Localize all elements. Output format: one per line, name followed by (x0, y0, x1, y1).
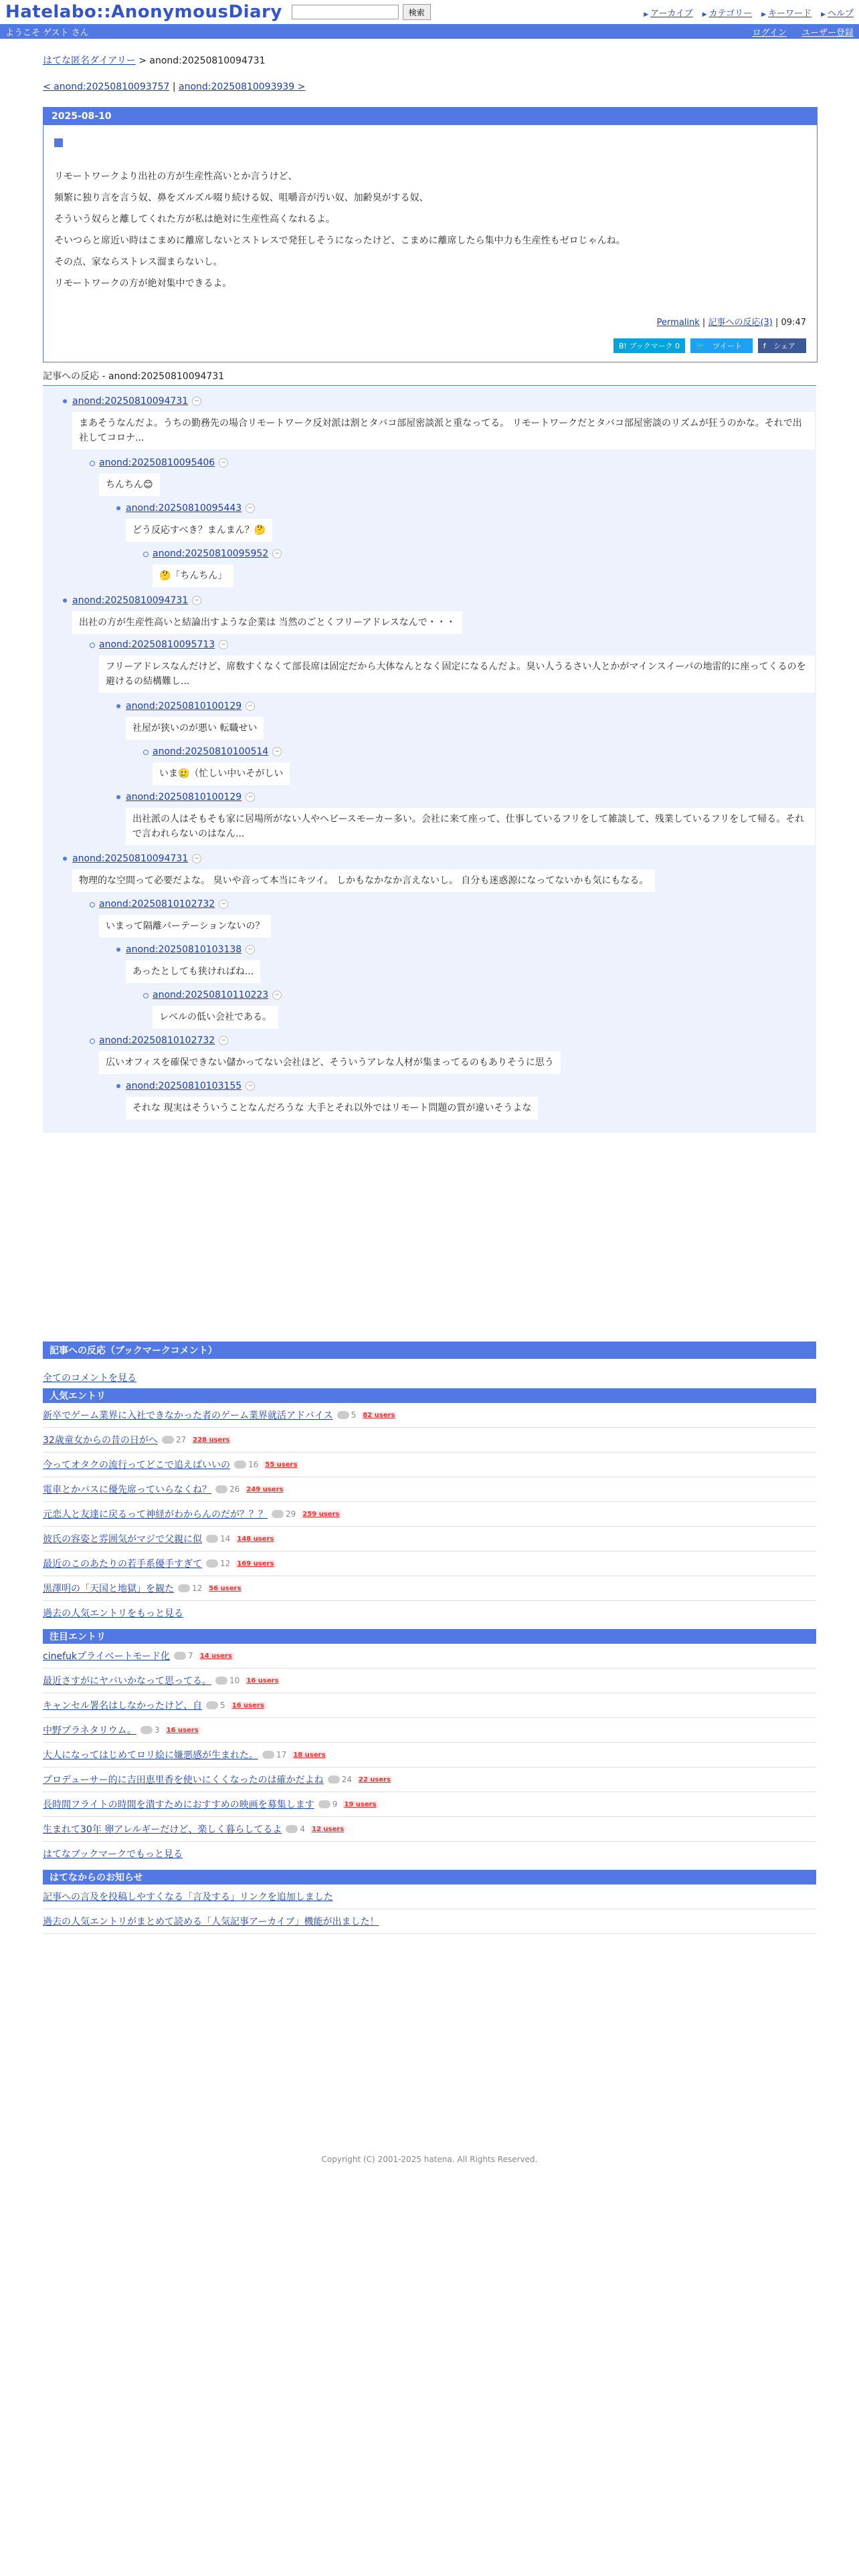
tree-node-link[interactable]: anond:20250810100129 (126, 701, 242, 712)
tree-node (126, 503, 255, 514)
comment-count: 5 (337, 1410, 357, 1420)
tree-node-text: どう反応すべき？まんまん？🤔 (126, 519, 272, 542)
toggle-icon[interactable]: − (272, 549, 282, 558)
tree-node-link[interactable]: anond:20250810095713 (99, 639, 215, 650)
comment-count: 26 (215, 1485, 240, 1494)
tree-node (72, 595, 201, 606)
toggle-icon[interactable]: − (246, 1081, 255, 1091)
toggle-icon[interactable]: − (246, 792, 255, 802)
entry-body (54, 166, 817, 294)
tree-node-text: 出社の方が生産性高いと結論出すような企業は 当然のごとくフリーアドレスなんで・・・ (72, 611, 462, 634)
tree-node-link[interactable]: anond:20250810102732 (99, 1035, 215, 1046)
popular-more-link[interactable]: 過去の人気エントリをもっと見る (43, 1608, 183, 1619)
featured-link[interactable]: 長時間フライトの時間を潰すためにおすすめの映画を募集します (43, 1800, 314, 1810)
popular-item (43, 1428, 816, 1453)
featured-item (43, 1693, 816, 1718)
hatena-news (43, 1870, 816, 1934)
tree-node-link[interactable]: anond:20250810103138 (126, 944, 242, 955)
all-comments-link[interactable]: 全てのコメントを見る (43, 1373, 136, 1384)
featured-link[interactable]: 大人になってはじめてロリ絵に嫌悪感が生まれた。 (43, 1750, 258, 1761)
popular-entries (43, 1388, 816, 1625)
entry-line: その点、家ならストレス溜まらないし。 (54, 257, 223, 267)
entry-line: そういう奴らと離してくれた方が私は絶対に生産性高くなれるよ。 (54, 214, 335, 225)
tree-node-link[interactable]: anond:20250810110223 (153, 990, 269, 1000)
tree-node-link[interactable]: anond:20250810102732 (99, 899, 215, 909)
users-badge[interactable]: 14 users (199, 1652, 232, 1660)
bookmark-section-title: 記事への反応（ブックマークコメント） (43, 1341, 816, 1359)
tree-node (126, 701, 255, 712)
news-link[interactable]: 記事への言及を投稿しやすくなる「言及する」リンクを追加しました (43, 1892, 333, 1903)
featured-entries (43, 1629, 816, 1866)
comment-count: 9 (318, 1800, 338, 1809)
toggle-icon[interactable]: − (219, 899, 228, 909)
comment-count: 16 (234, 1460, 258, 1469)
tree-node-text: いまって隔離パーテーションないの？ (99, 915, 271, 938)
featured-item (43, 1644, 816, 1669)
tree-node-text: 物理的な空間って必要だよな。 臭いや音って本当にキツイ。 しかもなかなか言えないし。 自分も迷惑源になってないかも気にもなる。 (72, 869, 655, 892)
tree-node-link[interactable]: anond:20250810094731 (72, 595, 189, 606)
users-badge[interactable]: 12 users (312, 1825, 345, 1833)
popular-item (43, 1502, 816, 1527)
breadcrumb-current: anond:20250810094731 (149, 56, 266, 66)
tweet-button[interactable]: 🐦 ツイート (690, 338, 753, 353)
user-bar (0, 24, 859, 39)
popular-link[interactable]: 最近のこのあたりの若手系優手すぎて (43, 1559, 202, 1570)
entry-title-square-icon[interactable] (54, 138, 63, 147)
nav-keyword[interactable]: ▶ キーワード (761, 6, 812, 19)
tree-node (99, 457, 228, 468)
featured-item (43, 1669, 816, 1693)
tree-node-text: 社屋が狭いのが悪い 転職せい (126, 717, 264, 740)
tree-node-text: 広いオフィスを確保できない儲かってない会社ほど、そういうアレな人材が集まってるのもありそうに思う (99, 1051, 561, 1074)
users-badge[interactable]: 18 users (293, 1751, 326, 1759)
entry-time: 09:47 (781, 318, 806, 328)
comment-count: 10 (215, 1676, 240, 1685)
comment-count: 29 (272, 1509, 296, 1519)
toggle-icon[interactable]: − (192, 596, 201, 605)
hatena-bookmark-button[interactable]: B! ブックマーク 0 (613, 338, 685, 353)
tree-node (153, 990, 282, 1000)
users-badge[interactable]: 16 users (246, 1677, 279, 1685)
toggle-icon[interactable]: − (272, 747, 282, 756)
tree-node-link[interactable]: anond:20250810095406 (99, 457, 215, 468)
search-button[interactable]: 検索 (403, 4, 431, 20)
tree-node (99, 639, 228, 650)
login-link[interactable]: ログイン (752, 27, 787, 38)
news-item (43, 1909, 816, 1934)
toggle-icon[interactable]: − (192, 397, 201, 406)
nav-help[interactable]: ▶ ヘルプ (821, 6, 854, 19)
facebook-share-button[interactable]: f シェア (758, 338, 806, 353)
tree-node-text: いま🥲（忙しい中いそがしい (153, 762, 290, 785)
permalink-link[interactable]: Permalink (656, 318, 700, 328)
featured-item (43, 1767, 816, 1792)
users-badge[interactable]: 249 users (246, 1485, 284, 1493)
users-badge[interactable]: 16 users (166, 1726, 199, 1734)
tree-node-link[interactable]: anond:20250810100129 (126, 792, 242, 802)
popular-list (43, 1403, 816, 1601)
comment-count: 14 (206, 1534, 230, 1543)
featured-item (43, 1718, 816, 1743)
featured-more-link[interactable]: はてなブックマークでもっと見る (43, 1849, 183, 1860)
popular-title: 人気エントリ (43, 1388, 816, 1403)
tree-node-link[interactable]: anond:20250810095443 (126, 503, 242, 514)
users-badge[interactable]: 55 users (265, 1461, 298, 1469)
users-badge[interactable]: 19 users (344, 1800, 377, 1808)
breadcrumb (43, 53, 816, 67)
comment-count: 24 (328, 1775, 352, 1784)
toggle-icon[interactable]: − (246, 945, 255, 954)
copyright: Copyright (C) 2001-2025 hatena. All Rights Reserved. (321, 2155, 538, 2164)
bookmark-section (43, 1341, 816, 1391)
top-nav (644, 6, 854, 19)
featured-link[interactable]: 生まれて30年 卵アレルギーだけど、楽しく暮らしてるよ (43, 1824, 282, 1835)
popular-link[interactable]: 黒澤明の「天国と地獄」を観た (43, 1584, 174, 1594)
news-link[interactable]: 過去の人気エントリがまとめて読める「人気記事アーカイブ」機能が出ました！ (43, 1917, 379, 1927)
entry-line: 頻繁に独り言を言う奴、鼻をズルズル啜り続ける奴、咀嚼音が汚い奴、加齢臭がする奴、 (54, 193, 429, 203)
reactions-link[interactable]: 記事への反応(3) (708, 318, 773, 328)
users-badge[interactable]: 82 users (363, 1411, 395, 1419)
tree-node-text: レベルの低い会社である。 (153, 1006, 278, 1029)
toggle-icon[interactable]: − (219, 1036, 228, 1045)
tree-node-text: 🤔「ちんちん」 (153, 564, 233, 587)
comment-count: 12 (206, 1559, 230, 1568)
popular-item (43, 1551, 816, 1576)
featured-link[interactable]: キャンセル署名はしなかったけど、自 (43, 1701, 202, 1711)
popular-item (43, 1453, 816, 1477)
featured-link[interactable]: 中野プラネタリウム。 (43, 1725, 136, 1736)
breadcrumb-sep: > (138, 56, 147, 66)
entry-footer: Permalink | 記事への反応(3) | 09:47 (656, 318, 806, 328)
popular-item (43, 1576, 816, 1601)
tree-node-link[interactable]: anond:20250810100514 (153, 746, 269, 757)
users-badge[interactable]: 22 users (358, 1776, 391, 1784)
tweet-label: ツイート (712, 342, 742, 350)
next-entry-link[interactable]: anond:20250810093939 > (179, 82, 306, 92)
users-badge[interactable]: 148 users (237, 1535, 274, 1543)
tree-node (126, 792, 255, 802)
comment-count: 17 (262, 1750, 286, 1759)
tree-node-text: 出社派の人はそもそも家に居場所がない人やヘビースモーカー多い。会社に来て座って、仕事しているフリをして雑談して、残業しているフリをして帰る。それで言われらないのはなん... (126, 808, 815, 845)
entry-pager (43, 82, 816, 92)
users-badge[interactable]: 259 users (302, 1510, 340, 1518)
popular-link[interactable]: 32歳童女からの昔の日がへ (43, 1435, 158, 1446)
users-badge[interactable]: 169 users (237, 1560, 274, 1568)
welcome-text: ようこそ ゲスト さん (5, 27, 89, 38)
popular-item (43, 1527, 816, 1551)
site-header (0, 0, 859, 24)
tree-node (99, 1035, 228, 1046)
featured-title: 注目エントリ (43, 1629, 816, 1644)
diary-entry (43, 107, 818, 362)
comment-count: 12 (178, 1584, 202, 1593)
tree-node-text: まあそうなんだよ。うちの勤務先の場合リモートワーク反対派は割とタバコ部屋密談派と重なってる。 リモートワークだとタバコ部屋密談のリズムが狂うのかな。それで出社してコロナ... (72, 412, 815, 449)
breadcrumb-home[interactable]: はてな匿名ダイアリー (43, 56, 136, 66)
news-title: はてなからのお知らせ (43, 1870, 816, 1885)
comment-count: 7 (174, 1651, 193, 1660)
tree-node (153, 746, 282, 757)
reactions-heading: 記事への反応 - anond:20250810094731 (43, 369, 816, 386)
tree-node-link[interactable]: anond:20250810094731 (72, 853, 189, 864)
nav-category[interactable]: ▶ カテゴリー (702, 6, 752, 19)
featured-link[interactable]: 最近さすがにヤバいかなって思ってる。 (43, 1676, 211, 1687)
share-buttons (613, 338, 806, 353)
tree-node-text: それな 現実はそういうことなんだろうな 大手とそれ以外ではリモート問題の質が違いそうよな (126, 1097, 538, 1119)
popular-link[interactable]: 新卒でゲーム業界に入社できなかった者のゲーム業界就活アドバイス (43, 1410, 333, 1421)
tree-node (72, 853, 201, 864)
tree-node-text: ちんちん😊 (99, 473, 160, 496)
popular-link[interactable]: 電車とかバスに優先席っていらなくね？ (43, 1485, 211, 1495)
register-link[interactable]: ユーザー登録 (801, 27, 854, 38)
tree-node (126, 1081, 255, 1091)
toggle-icon[interactable]: − (272, 990, 282, 1000)
pager-sep: | (172, 82, 176, 92)
tree-node-link[interactable]: anond:20250810103155 (126, 1081, 242, 1091)
tree-node (153, 548, 282, 559)
search-input[interactable] (292, 5, 399, 19)
comment-count: 5 (206, 1701, 225, 1710)
popular-link[interactable]: 彼氏の容姿と雰囲気がマジで父親に似 (43, 1534, 202, 1545)
entry-line: そいつらと席近い時はこまめに離席しないとストレスで発狂しそうになったけど、こまめに離席したら集中力も生産性もゼロじゃんね。 (54, 235, 626, 246)
site-logo[interactable]: Hatelabo::AnonymousDiary (5, 2, 282, 22)
toggle-icon[interactable]: − (219, 640, 228, 649)
featured-item (43, 1743, 816, 1767)
featured-item (43, 1817, 816, 1842)
toggle-icon[interactable]: − (246, 504, 255, 513)
entry-line: リモートワークの方が絶対集中できるよ。 (54, 278, 232, 289)
entry-line: リモートワークより出社の方が生産性高いとか言うけど、 (54, 171, 298, 182)
reaction-tree (43, 387, 816, 1133)
comment-count: 4 (286, 1824, 305, 1834)
tree-node (99, 899, 228, 909)
toggle-icon[interactable]: − (192, 854, 201, 863)
featured-list (43, 1644, 816, 1842)
featured-link[interactable]: プロデューサー的に吉田恵里香を使いにくくなったのは確かだよね (43, 1775, 324, 1786)
news-item (43, 1885, 816, 1909)
comment-count: 3 (140, 1725, 160, 1735)
share-label: シェア (773, 342, 795, 350)
nav-archive[interactable]: ▶ アーカイブ (644, 6, 693, 19)
toggle-icon[interactable]: − (246, 702, 255, 711)
entry-date: 2025-08-10 (43, 108, 817, 125)
tree-node-link[interactable]: anond:20250810095952 (153, 548, 269, 559)
tree-node-text: フリーアドレスなんだけど、席数すくなくて部長席は固定だから大体なんとなく固定になるんだよ。臭い人うるさい人とかがマインスイーパの地雷的に座ってくるのを避けるの結構難し... (99, 655, 815, 693)
featured-item (43, 1792, 816, 1817)
users-badge[interactable]: 228 users (193, 1436, 230, 1444)
featured-link[interactable]: cinefukプライベートモード化 (43, 1651, 171, 1662)
tree-node-link[interactable]: anond:20250810094731 (72, 396, 189, 407)
tree-node (72, 396, 201, 407)
toggle-icon[interactable]: − (219, 458, 228, 467)
prev-entry-link[interactable]: < anond:20250810093757 (43, 82, 170, 92)
tree-node-text: あったとしても狭ければね... (126, 960, 260, 983)
popular-link[interactable]: 元恋人と友達に戻るって神経がわからんのだが？？？ (43, 1509, 268, 1520)
tree-node (126, 944, 255, 955)
popular-link[interactable]: 今ってオタクの流行ってどこで追えばいいの (43, 1460, 230, 1471)
popular-item (43, 1477, 816, 1502)
comment-count: 27 (162, 1435, 186, 1444)
popular-item (43, 1403, 816, 1428)
users-badge[interactable]: 56 users (209, 1584, 242, 1592)
users-badge[interactable]: 16 users (231, 1701, 264, 1709)
